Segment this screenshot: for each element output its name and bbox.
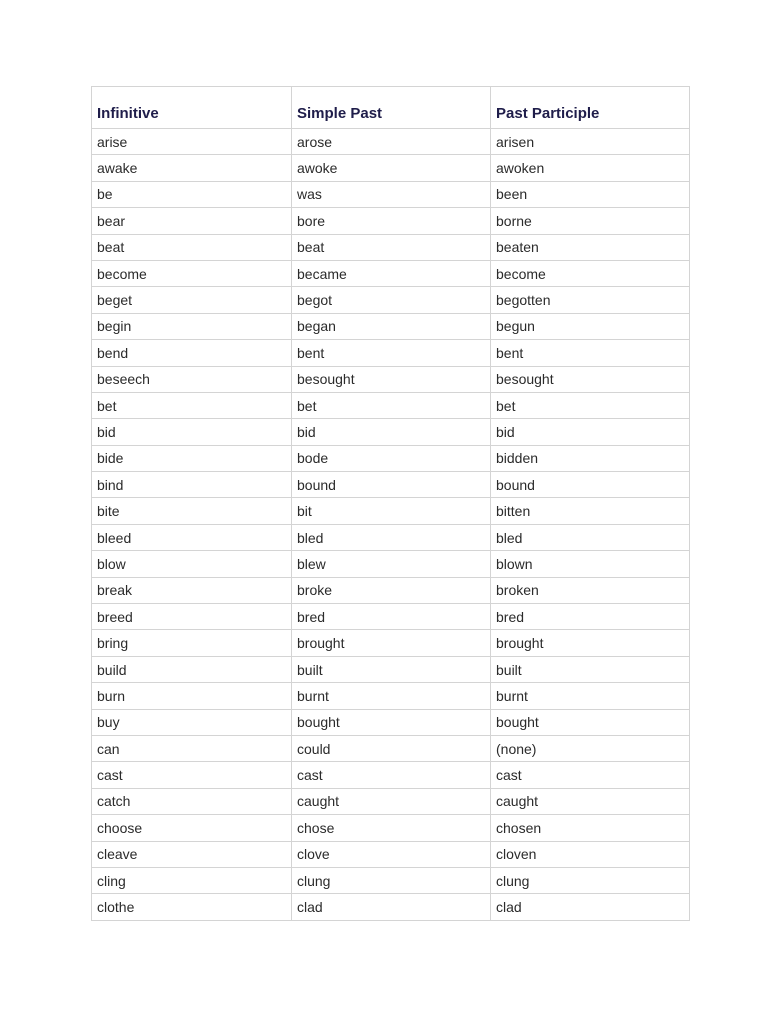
cell-simple-past: bled [292,524,491,550]
cell-past-participle: bid [491,419,690,445]
table-row [92,762,690,788]
table-row [92,419,690,445]
cell-simple-past: bet [292,392,491,418]
cell-infinitive: bleed [92,524,292,550]
cell-past-participle: blown [491,551,690,577]
cell-past-participle: built [491,656,690,682]
table-row [92,656,690,682]
cell-infinitive: can [92,735,292,761]
cell-past-participle: bought [491,709,690,735]
table-row [92,524,690,550]
table-row [92,472,690,498]
cell-simple-past: burnt [292,683,491,709]
irregular-verbs-table [91,86,690,921]
table-row [92,234,690,260]
table-row [92,630,690,656]
cell-simple-past: bode [292,445,491,471]
cell-past-participle: bidden [491,445,690,471]
table-row [92,366,690,392]
cell-infinitive: clothe [92,894,292,920]
cell-simple-past: bore [292,208,491,234]
header-infinitive: Infinitive [92,87,292,129]
table-row [92,155,690,181]
table-body [92,129,690,921]
cell-past-participle: cast [491,762,690,788]
cell-simple-past: caught [292,788,491,814]
cell-past-participle: awoken [491,155,690,181]
cell-infinitive: beat [92,234,292,260]
cell-infinitive: bid [92,419,292,445]
cell-infinitive: beget [92,287,292,313]
cell-past-participle: bled [491,524,690,550]
cell-past-participle: cloven [491,841,690,867]
cell-simple-past: clad [292,894,491,920]
table-row [92,208,690,234]
cell-past-participle: bent [491,340,690,366]
cell-past-participle: clad [491,894,690,920]
table-row [92,604,690,630]
cell-simple-past: cast [292,762,491,788]
table-row [92,867,690,893]
cell-simple-past: bid [292,419,491,445]
cell-past-participle: broken [491,577,690,603]
cell-past-participle: become [491,260,690,286]
cell-past-participle: bred [491,604,690,630]
cell-infinitive: burn [92,683,292,709]
cell-past-participle: beaten [491,234,690,260]
cell-infinitive: bend [92,340,292,366]
cell-past-participle: chosen [491,815,690,841]
cell-simple-past: arose [292,129,491,155]
cell-simple-past: clove [292,841,491,867]
table-row [92,287,690,313]
cell-infinitive: cling [92,867,292,893]
table-row [92,735,690,761]
cell-past-participle: clung [491,867,690,893]
cell-simple-past: bought [292,709,491,735]
cell-past-participle: bound [491,472,690,498]
cell-infinitive: catch [92,788,292,814]
cell-past-participle: bitten [491,498,690,524]
cell-past-participle: (none) [491,735,690,761]
table-row [92,815,690,841]
cell-simple-past: brought [292,630,491,656]
cell-past-participle: begun [491,313,690,339]
cell-simple-past: became [292,260,491,286]
cell-infinitive: bring [92,630,292,656]
cell-simple-past: beat [292,234,491,260]
cell-past-participle: brought [491,630,690,656]
cell-past-participle: borne [491,208,690,234]
cell-infinitive: blow [92,551,292,577]
cell-infinitive: awake [92,155,292,181]
cell-infinitive: bite [92,498,292,524]
cell-infinitive: begin [92,313,292,339]
cell-infinitive: be [92,181,292,207]
cell-infinitive: cast [92,762,292,788]
table-row [92,577,690,603]
cell-simple-past: bent [292,340,491,366]
table-row [92,683,690,709]
table-row [92,894,690,920]
header-past-participle: Past Participle [491,87,690,129]
cell-past-participle: begotten [491,287,690,313]
cell-past-participle: bet [491,392,690,418]
cell-simple-past: awoke [292,155,491,181]
table-row [92,445,690,471]
cell-simple-past: besought [292,366,491,392]
cell-simple-past: began [292,313,491,339]
table-row [92,129,690,155]
cell-infinitive: break [92,577,292,603]
table-row [92,788,690,814]
cell-simple-past: built [292,656,491,682]
header-simple-past: Simple Past [292,87,491,129]
table-row [92,392,690,418]
cell-infinitive: beseech [92,366,292,392]
cell-infinitive: arise [92,129,292,155]
cell-simple-past: could [292,735,491,761]
cell-past-participle: been [491,181,690,207]
cell-simple-past: clung [292,867,491,893]
cell-past-participle: burnt [491,683,690,709]
cell-simple-past: was [292,181,491,207]
cell-infinitive: choose [92,815,292,841]
cell-infinitive: cleave [92,841,292,867]
cell-simple-past: chose [292,815,491,841]
table-row [92,709,690,735]
cell-infinitive: bide [92,445,292,471]
table-row [92,340,690,366]
table-row [92,841,690,867]
cell-simple-past: begot [292,287,491,313]
cell-infinitive: bind [92,472,292,498]
table-row [92,498,690,524]
table-row [92,313,690,339]
cell-simple-past: broke [292,577,491,603]
cell-simple-past: bred [292,604,491,630]
cell-infinitive: build [92,656,292,682]
table-row [92,181,690,207]
cell-past-participle: besought [491,366,690,392]
cell-past-participle: arisen [491,129,690,155]
cell-past-participle: caught [491,788,690,814]
cell-infinitive: become [92,260,292,286]
table-header-row [92,87,690,129]
cell-simple-past: bit [292,498,491,524]
cell-infinitive: bet [92,392,292,418]
table-row [92,260,690,286]
cell-infinitive: breed [92,604,292,630]
table-row [92,551,690,577]
cell-infinitive: bear [92,208,292,234]
cell-simple-past: blew [292,551,491,577]
cell-simple-past: bound [292,472,491,498]
cell-infinitive: buy [92,709,292,735]
